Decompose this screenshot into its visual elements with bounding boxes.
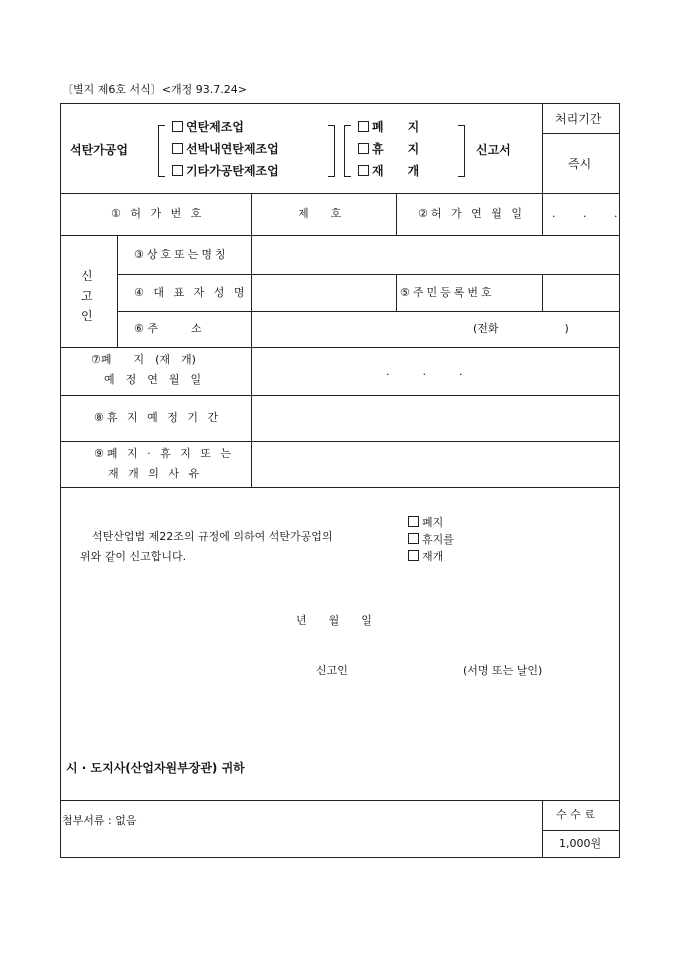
trade-name-label: ③상호또는명칭 <box>134 248 229 261</box>
fee-value: 1,000원 <box>559 837 602 850</box>
option-close[interactable]: 폐지 <box>408 516 443 528</box>
closure-date-label-1: ⑦폐 지 (재 개) <box>91 353 196 366</box>
reason-label-1: ⑨폐 지 · 휴 지 또 는 <box>94 447 235 460</box>
address-label: ⑥ 주 소 <box>134 322 202 335</box>
representative-label: ④ 대 표 자 성 명 <box>134 286 248 299</box>
permit-date-value[interactable]: . . . <box>552 207 630 220</box>
closure-date-label-2: 예 정 연 월 일 <box>104 373 202 386</box>
suspension-period-label: ⑧휴 지 예 정 기 간 <box>94 411 222 424</box>
phone-label[interactable]: (전화 ) <box>473 322 569 335</box>
permit-number-label: ① 허 가 번 호 <box>111 207 205 220</box>
reason-label-2: 재 개 의 사 유 <box>108 467 203 480</box>
declarant-label: 신 고 인 <box>81 269 93 323</box>
fee-label: 수 수 료 <box>556 808 595 821</box>
processing-period-label: 처리기간 <box>555 112 602 126</box>
left-bracket <box>158 125 165 177</box>
business-type-3[interactable]: 기타가공탄제조업 <box>172 165 279 177</box>
signer-label: 신고인 <box>316 664 348 677</box>
signature-date[interactable]: 년 월 일 <box>296 614 372 627</box>
statement-line-1: 석탄산업법 제22조의 규정에 의하여 석탄가공업의 <box>92 530 333 543</box>
registration-number-label: ⑤주민등록번호 <box>400 286 495 299</box>
permit-date-label: ②허 가 연 월 일 <box>418 207 525 220</box>
attachments: 첨부서류 : 없음 <box>62 814 137 827</box>
processing-period-value: 즉시 <box>568 157 592 171</box>
option-suspend[interactable]: 휴지를 <box>408 533 454 545</box>
action-close[interactable]: 폐 지 <box>358 121 419 133</box>
business-title: 석탄가공업 <box>70 143 128 157</box>
sign-note: (서명 또는 날인) <box>463 664 543 677</box>
right-bracket <box>328 125 335 177</box>
action-suspend[interactable]: 휴 지 <box>358 143 419 155</box>
action-resume[interactable]: 재 개 <box>358 165 419 177</box>
business-type-1[interactable]: 연탄제조업 <box>172 121 244 133</box>
statement-line-2: 위와 같이 신고합니다. <box>80 550 187 563</box>
action-left-bracket <box>344 125 351 177</box>
addressee: 시 · 도지사(산업자원부장관) 귀하 <box>66 761 245 775</box>
business-type-2[interactable]: 선박내연탄제조업 <box>172 143 279 155</box>
permit-number-value[interactable]: 제 호 <box>298 207 342 220</box>
action-right-bracket <box>458 125 465 177</box>
form-reference: 〔별지 제6호 서식〕<개정 93.7.24> <box>62 83 247 96</box>
report-title: 신고서 <box>476 143 511 157</box>
closure-date-value[interactable]: . . . <box>386 365 463 378</box>
option-resume[interactable]: 재개 <box>408 550 443 562</box>
